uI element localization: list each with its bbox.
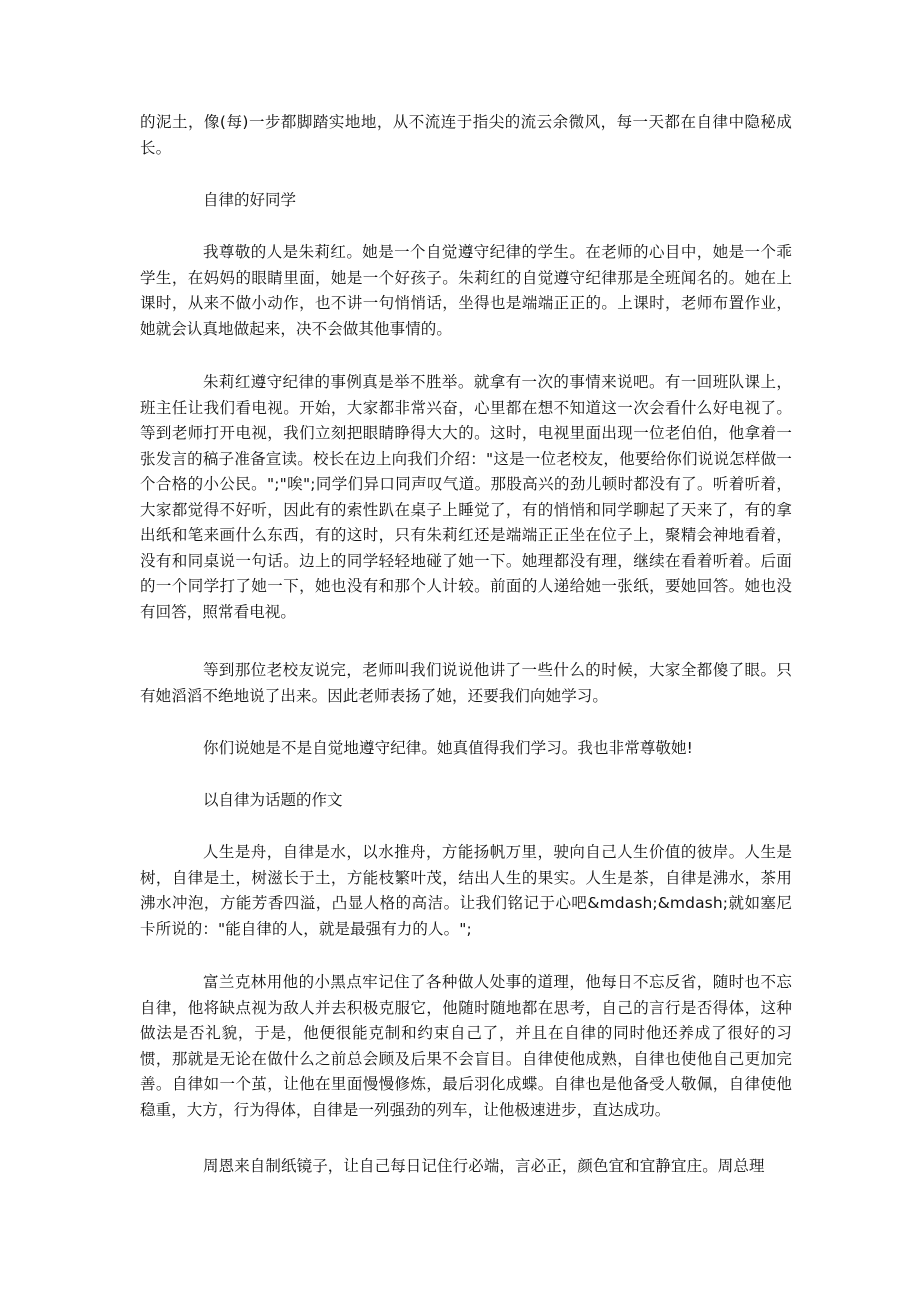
paragraph-text: 等到那位老校友说完，老师叫我们说说他讲了一些什么的时候，大家全都傻了眼。只有她滔滔不绝地说了出来。因此老师表扬了她，还要我们向她学习。 xyxy=(140,661,792,705)
paragraph-text: 的泥土，像(每)一步都脚踏实地地，从不流连于指尖的流云余微风，每一天都在自律中隐秘成长。 xyxy=(140,113,792,157)
paragraph-continuation xyxy=(140,110,792,161)
section-heading-self-discipline-essay: 以自律为话题的作文 xyxy=(203,791,343,809)
paragraph-franklin xyxy=(140,970,792,1123)
paragraph-text: 富兰克林用他的小黑点牢记住了各种做人处事的道理，他每日不忘反省，随时也不忘自律，他将缺点视为敌人并去积极克服它，他随时随地都在思考，自己的言行是否得体，这种做法是否礼貌，于是，他便很能克制和约束自己了，并且在自律的同时他还养成了很好的习惯，那就是无论在做什么之前总会顾及后果不会盲目。自律使他成熟，自律也使他自己更加完善。自律如一个茧，让他在里面慢慢修炼，最后羽化成蝶。自律也是他备受人敬佩，自律使他稳重，大方，行为得体，自律是一列强劲的列车，让他极速进步，直达成功。 xyxy=(140,973,792,1119)
paragraph-conclusion xyxy=(140,736,792,762)
paragraph-tv-story xyxy=(140,370,792,625)
paragraph-zhou-enlai xyxy=(140,1154,792,1180)
paragraph-text: 我尊敬的人是朱莉红。她是一个自觉遵守纪律的学生。在老师的心目中，她是一个乖学生，在妈妈的眼睛里面，她是一个好孩子。朱莉红的自觉遵守纪律那是全班闻名的。她在上课时，从来不做小动作，也不讲一句悄悄话，坐得也是端端正正的。上课时，老师布置作业，她就会认真地做起来，决不会做其他事情的。 xyxy=(140,243,792,338)
section-heading-good-classmate: 自律的好同学 xyxy=(203,191,297,209)
paragraph-after-speech xyxy=(140,658,792,709)
paragraph-respect xyxy=(140,240,792,342)
paragraph-text: 人生是舟，自律是水，以水推舟，方能扬帆万里，驶向自己人生价值的彼岸。人生是树，自律是土，树滋长于土，方能枝繁叶茂，结出人生的果实。人生是茶，自律是沸水，茶用沸水冲泡，方能芳香四溢，凸显人格的高洁。让我们铭记于心吧&mdash;&mdash;就如塞尼卡所说的："能自律的人，就是最强有力的人。"; xyxy=(140,843,792,938)
paragraph-text: 你们说她是不是自觉地遵守纪律。她真值得我们学习。我也非常尊敬她! xyxy=(203,739,693,757)
paragraph-life-metaphor xyxy=(140,840,792,942)
paragraph-text: 周恩来自制纸镜子，让自己每日记住行必端，言必正，颜色宜和宜静宜庄。周总理 xyxy=(203,1157,765,1175)
paragraph-text: 朱莉红遵守纪律的事例真是举不胜举。就拿有一次的事情来说吧。有一回班队课上，班主任让我们看电视。开始，大家都非常兴奋，心里都在想不知道这一次会看什么好电视了。等到老师打开电视，我们立刻把眼睛睁得大大的。这时，电视里面出现一位老伯伯，他拿着一张发言的稿子准备宣读。校长在边上向我们介绍："这是一位老校友，他要给你们说说怎样做一个合格的小公民。";"唉";同学们异口同声叹气道。那股高兴的劲儿顿时都没有了。听着听着，大家都觉得不好听，因此有的索性趴在桌子上睡觉了，有的悄悄和同学聊起了天来了，有的拿出纸和笔来画什么东西，有的这时，只有朱莉红还是端端正正坐在位子上，聚精会神地看着，没有和同桌说一句话。边上的同学轻轻地碰了她一下。她理都没有理，继续在看着听着。后面的一个同学打了她一下，她也没有和那个人计较。前面的人递给她一张纸，要她回答。她也没有回答，照常看电视。 xyxy=(140,373,792,621)
